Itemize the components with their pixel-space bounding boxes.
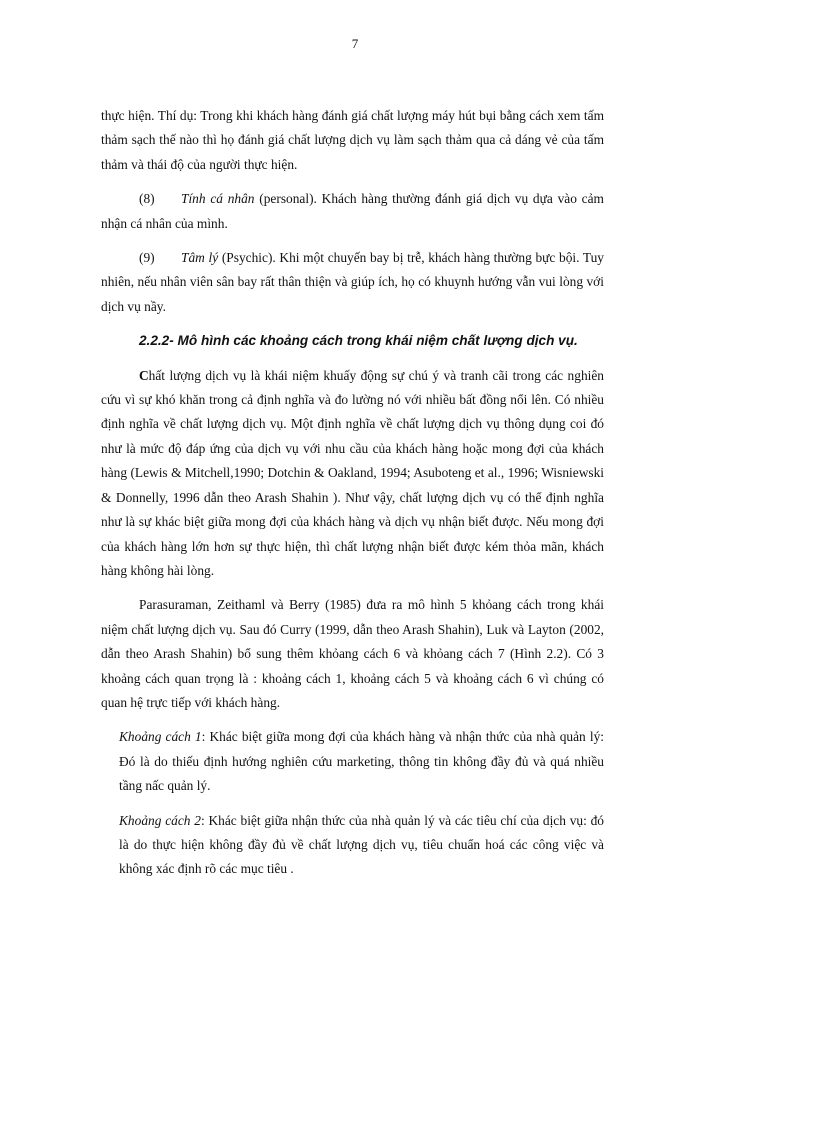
paragraph-parasuraman: Parasuraman, Zeithaml và Berry (1985) đưa ra mô hình 5 khỏang cách trong khái niệm chất lượng dịch vụ. Sau đó Curry (1999, dẫn theo Arash Shahin), Luk và Layton (2002, dẫn theo Arash Shahin) bổ sung thêm khỏang cách 6 và khỏang cách 7 (Hình 2.2). Có 3 khoảng cách quan trọng là : khoảng cách 1, khoảng cách 5 và khoảng cách 6 vì chúng có quan hệ trực tiếp với khách hàng. <box>101 597 604 710</box>
dropcap-letter: C <box>139 367 149 383</box>
list-item-9 <box>101 246 604 319</box>
paragraph-text: hất lượng dịch vụ là khái niệm khuấy động sự chú ý và tranh cãi trong các nghiên cứu vì sự khó khăn trong cả định nghĩa và đo lường nó với nhiều bất đồng nổi lên. Có nhiều định nghĩa về chất lượng dịch vụ. Một định nghĩa về chất lượng dịch vụ thông dụng coi đó như là mức độ đáp ứng của dịch vụ với nhu cầu của khách hàng hoặc mong đợi của khách hàng (Lewis & Mitchell,1990; Dotchin & Oakland, 1994; Asuboteng et al., 1996; Wisniewski & Donnelly, 1996 dẫn theo Arash Shahin ). Như vậy, chất lượng dịch vụ có thể định nghĩa như là sự khác biệt giữa mong đợi của khách hàng và dịch vụ nhận biết được. Nếu mong đợi của khách hàng lớn hơn sự thực hiện, thì chất lượng nhận biết được kém thỏa mãn, khách hàng không hài lòng. <box>101 367 604 578</box>
list-item-term: Tâm lý <box>181 250 219 266</box>
list-item-number: (8) <box>139 191 155 207</box>
gap-2-definition <box>119 809 604 882</box>
list-item-8 <box>101 187 604 236</box>
list-item-text: (personal). Khách hàng thường đánh giá dịch vụ dựa vào cảm nhận cá nhân của mình. <box>101 191 604 231</box>
paragraph-continuation: thực hiện. Thí dụ: Trong khi khách hàng đánh giá chất lượng máy hút bụi bằng cách xem tấm thảm sạch thế nào thì họ đánh giá chất lượng dịch vụ làm sạch thảm qua cả dáng vẻ của tấm thảm và thái độ của người thực hiện. <box>101 108 604 172</box>
section-heading: 2.2.2- Mô hình các khoảng cách trong khái niệm chất lượng dịch vụ. <box>139 333 578 349</box>
gap-text: : Khác biệt giữa mong đợi của khách hàng và nhận thức của nhà quản lý: Đó là do thiếu định hướng nghiên cứu marketing, thông tin không đầy đủ và quá nhiều tầng nấc quản lý. <box>119 729 604 794</box>
list-item-term: Tính cá nhân <box>181 191 255 207</box>
gap-term: Khoảng cách 1 <box>119 729 202 745</box>
gap-text: : Khác biệt giữa nhận thức của nhà quản lý và các tiêu chí của dịch vụ: đó là do thực hiện không đầy đủ về chất lượng dịch vụ, tiêu chuẩn hoá các công việc và không xác định rõ các mục tiêu . <box>119 812 604 877</box>
paragraph-service-quality <box>101 364 604 584</box>
list-item-text: (Psychic). Khi một chuyến bay bị trễ, khách hàng thường bực bội. Tuy nhiên, nếu nhân viên sân bay rất thân thiện và giúp ích, họ có khuynh hướng vẫn vui lòng với dịch vụ nầy. <box>101 250 604 314</box>
page-content <box>101 104 604 892</box>
gap-term: Khoảng cách 2 <box>119 812 201 828</box>
page-number: 7 <box>351 36 359 51</box>
gap-1-definition <box>119 725 604 798</box>
list-item-number: (9) <box>139 250 155 266</box>
